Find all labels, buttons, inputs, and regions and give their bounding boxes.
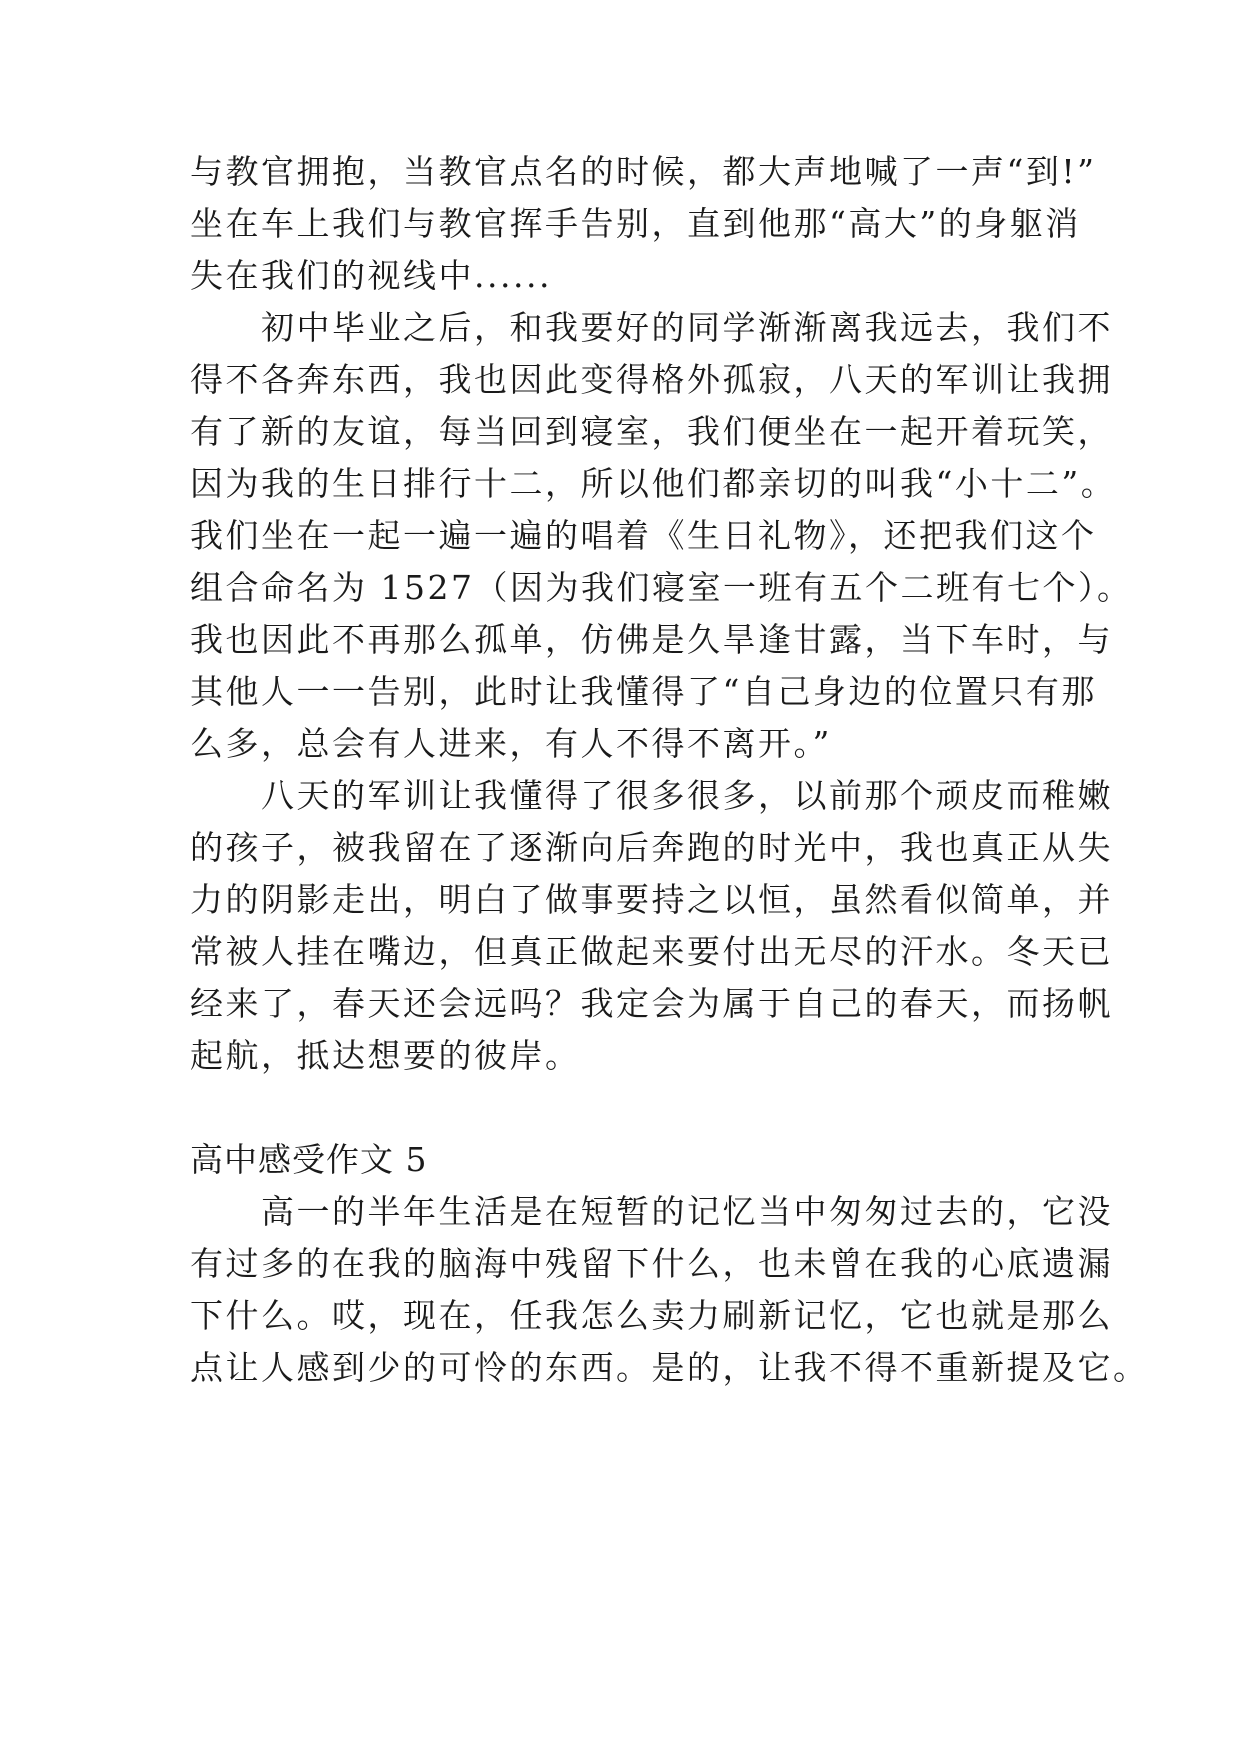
section-heading: 高中感受作文 5	[190, 1140, 428, 1179]
text-line: 常被人挂在嘴边，但真正做起来要付出无尽的汗水。冬天已	[190, 932, 1113, 971]
text-line: 因为我的生日排行十二，所以他们都亲切的叫我“小十二”。	[190, 464, 1117, 503]
text-line: 力的阴影走出，明白了做事要持之以恒，虽然看似简单，并	[190, 880, 1113, 919]
text-line: 我们坐在一起一遍一遍的唱着《生日礼物》，还把我们这个	[190, 516, 1097, 555]
text-line: 失在我们的视线中......	[190, 256, 552, 295]
text-line: 与教官拥抱，当教官点名的时候，都大声地喊了一声“到!”	[190, 152, 1097, 191]
text-line: 下什么。哎，现在，任我怎么卖力刷新记忆，它也就是那么	[190, 1296, 1113, 1335]
text-line: 组合命名为 1527（因为我们寝室一班有五个二班有七个）。	[190, 568, 1133, 607]
text-line: 经来了，春天还会远吗？我定会为属于自己的春天，而扬帆	[190, 984, 1113, 1023]
text-line: 起航，抵达想要的彼岸。	[190, 1036, 581, 1075]
text-line: 初中毕业之后，和我要好的同学渐渐离我远去，我们不	[190, 308, 1113, 347]
text-line: 的孩子，被我留在了逐渐向后奔跑的时光中，我也真正从失	[190, 828, 1113, 867]
text-line: 有了新的友谊，每当回到寝室，我们便坐在一起开着玩笑，	[190, 412, 1113, 451]
text-line: 么多，总会有人进来，有人不得不离开。”	[190, 724, 832, 763]
text-line: 其他人一一告别，此时让我懂得了“自己身边的位置只有那	[190, 672, 1097, 711]
text-line: 八天的军训让我懂得了很多很多，以前那个顽皮而稚嫩	[190, 776, 1113, 815]
text-line: 坐在车上我们与教官挥手告别，直到他那“高大”的身躯消	[190, 204, 1081, 243]
text-line: 点让人感到少的可怜的东西。是的，让我不得不重新提及它。	[190, 1348, 1149, 1387]
text-line: 高一的半年生活是在短暂的记忆当中匆匆过去的，它没	[190, 1192, 1113, 1231]
text-line: 有过多的在我的脑海中残留下什么，也未曾在我的心底遗漏	[190, 1244, 1113, 1283]
text-line: 我也因此不再那么孤单，仿佛是久旱逢甘露，当下车时，与	[190, 620, 1113, 659]
text-line: 得不各奔东西，我也因此变得格外孤寂，八天的军训让我拥	[190, 360, 1113, 399]
